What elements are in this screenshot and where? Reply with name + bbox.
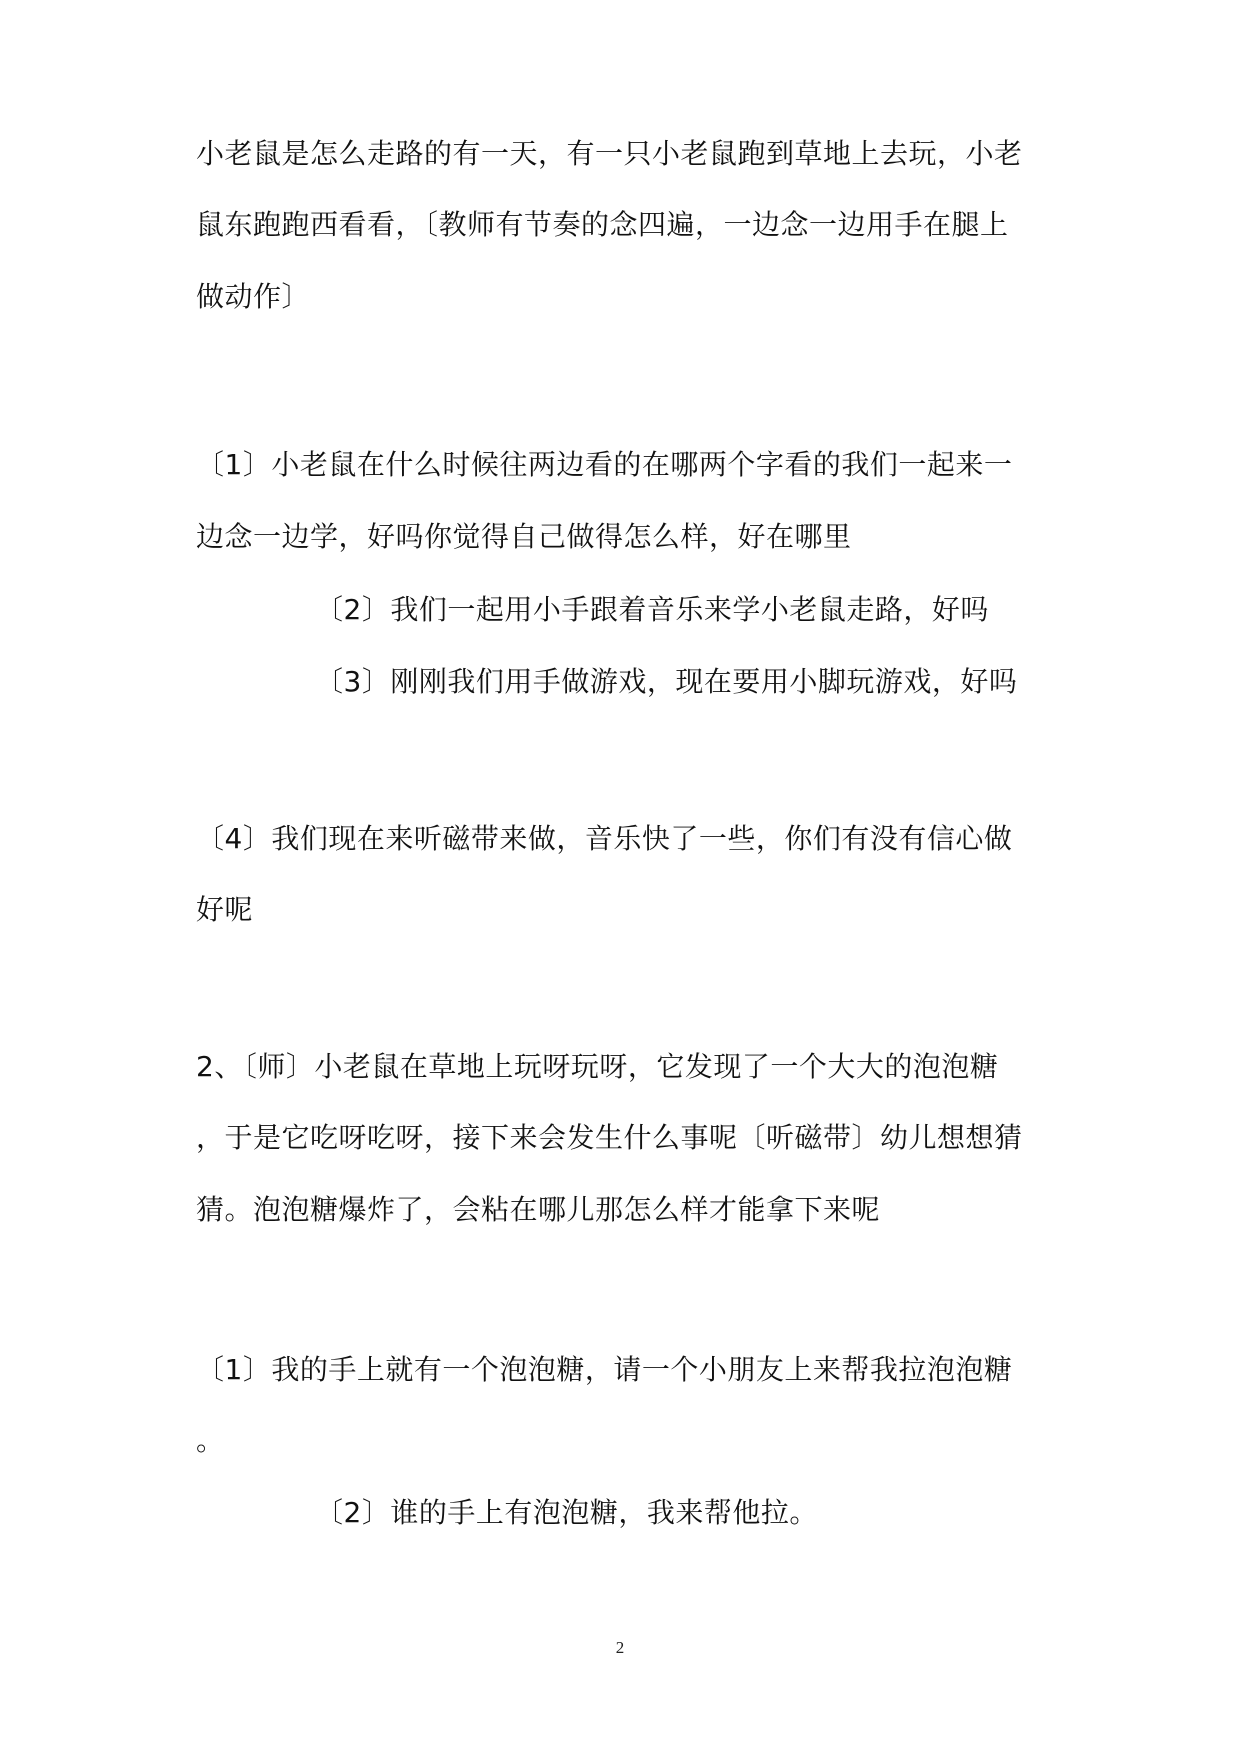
page-number: 2 bbox=[615, 1638, 625, 1657]
text-line: 边念一边学，好吗你觉得自己做得怎么样，好在哪里 bbox=[196, 520, 852, 553]
text-line: 2、〔师〕小老鼠在草地上玩呀玩呀，它发现了一个大大的泡泡糖 bbox=[196, 1050, 999, 1083]
text-line: 〔2〕谁的手上有泡泡糖，我来帮他拉。 bbox=[315, 1496, 818, 1529]
text-line: 鼠东跑跑西看看，〔教师有节奏的念四遍，一边念一边用手在腿上 bbox=[196, 208, 1009, 241]
text-line: 猜。泡泡糖爆炸了，会粘在哪儿那怎么样才能拿下来呢 bbox=[196, 1193, 881, 1226]
text-line: 〔1〕我的手上就有一个泡泡糖，请一个小朋友上来帮我拉泡泡糖 bbox=[196, 1353, 1013, 1386]
text-line: 。 bbox=[196, 1424, 225, 1457]
text-line: 〔2〕我们一起用小手跟着音乐来学小老鼠走路，好吗 bbox=[315, 593, 989, 626]
text-line: 〔1〕小老鼠在什么时候往两边看的在哪两个字看的我们一起来一 bbox=[196, 448, 1013, 481]
text-line: 〔4〕我们现在来听磁带来做，音乐快了一些，你们有没有信心做 bbox=[196, 822, 1013, 855]
text-line: 小老鼠是怎么走路的有一天，有一只小老鼠跑到草地上去玩，小老 bbox=[196, 137, 1023, 170]
text-line: 〔3〕刚刚我们用手做游戏，现在要用小脚玩游戏，好吗 bbox=[315, 665, 1018, 698]
text-line: 做动作〕 bbox=[196, 280, 311, 313]
text-line: 好呢 bbox=[196, 893, 254, 926]
text-line: ，于是它吃呀吃呀，接下来会发生什么事呢〔听磁带〕幼儿想想猜 bbox=[196, 1121, 1023, 1154]
